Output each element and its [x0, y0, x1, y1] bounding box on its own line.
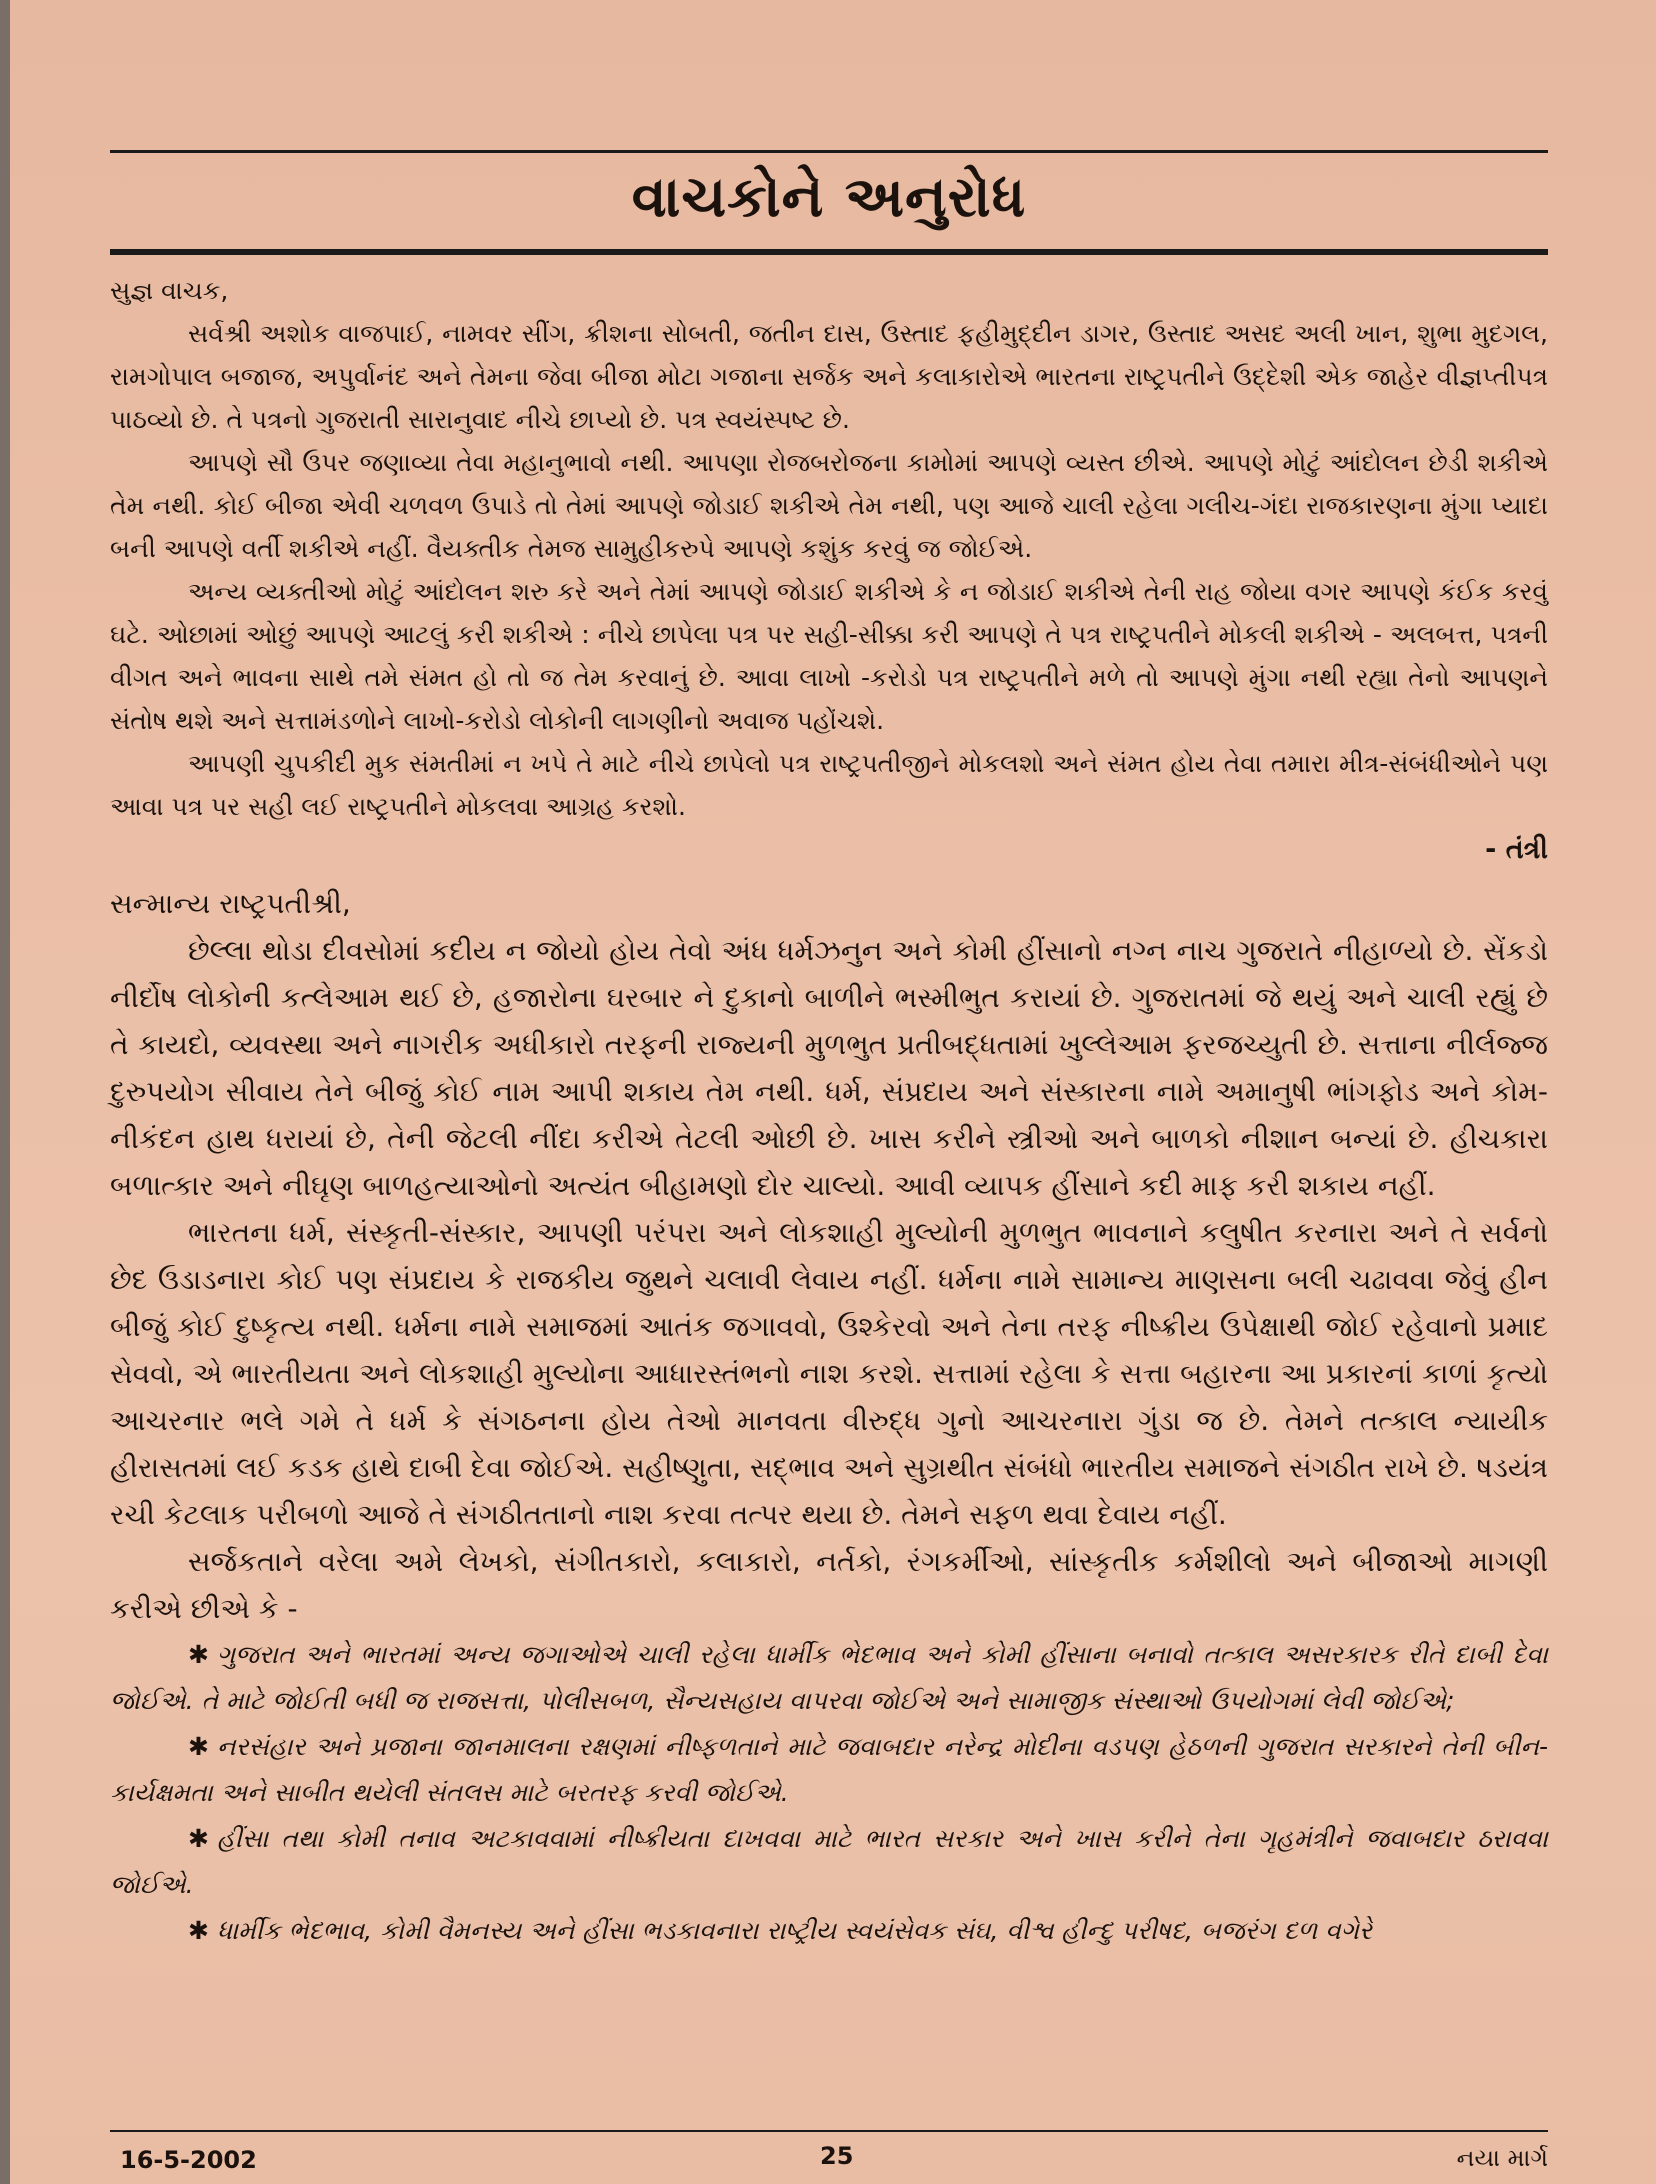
demand-item	[110, 1816, 1548, 1908]
asterisk-icon: ✱	[188, 1824, 209, 1853]
title-rule	[110, 249, 1548, 255]
footer-row	[110, 2132, 1548, 2172]
issue-date: 16-5-2002	[120, 2146, 257, 2174]
asterisk-icon: ✱	[188, 1732, 209, 1761]
letter-paragraph: સર્જકતાને વરેલા અમે લેખકો, સંગીતકારો, કલાકારો, નર્તકો, રંગકર્મીઓ, સાંસ્કૃતીક કર્મશીલો અને બીજાઓ માગણી કરીએ છીએ કે -	[110, 1545, 1548, 1625]
asterisk-icon: ✱	[188, 1640, 209, 1669]
letter-salutation: સન્માન્ય રાષ્ટ્રપતીશ્રી,	[110, 887, 351, 920]
demand-text: નરસંહાર અને પ્રજાના જાનમાલના રક્ષણમાં નીષ્ફળતાને માટે જવાબદાર નરેન્દ્ર મોદીના વડપણ હેઠળની ગુજરાત સરકારને તેની બીન-કાર્યક્ષમતા અને સાબીત થયેલી સંતલસ માટે બરતરફ કરવી જોઈએ.	[110, 1732, 1548, 1807]
scan-edge	[0, 0, 10, 2184]
intro-paragraph: સર્વશ્રી અશોક વાજપાઈ, નામવર સીંગ, ક્રીશના સોબતી, જતીન દાસ, ઉસ્તાદ ફહીમુદ્દીન ડાગર, ઉસ્તાદ અસદ અલી ખાન, શુભા મુદગલ, રામગોપાલ બજાજ, અપુર્વાનંદ અને તેમના જેવા બીજા મોટા ગજાના સર્જક અને કલાકારોએ ભારતના રાષ્ટ્રપતીને ઉદ્દેશી એક જાહેર વીજ્ઞપ્તીપત્ર પાઠવ્યો છે. તે પત્રનો ગુજરાતી સારાનુવાદ નીચે છાપ્યો છે. પત્ર સ્વયંસ્પષ્ટ છે.	[110, 319, 1548, 434]
open-letter	[110, 880, 1548, 1632]
article	[110, 150, 1548, 1954]
demands-list	[110, 1632, 1548, 1954]
editor-note	[110, 269, 1548, 872]
demand-text: હીંસા તથા કોમી તનાવ અટકાવવામાં નીષ્ક્રીયતા દાખવવા માટે ભારત સરકાર અને ખાસ કરીને તેના ગૃહમંત્રીને જવાબદાર ઠરાવવા જોઈએ.	[110, 1824, 1548, 1899]
intro-salutation: સુજ્ઞ વાચક,	[110, 276, 229, 305]
demand-item	[110, 1724, 1548, 1816]
demand-item	[110, 1632, 1548, 1724]
demand-item	[110, 1908, 1548, 1954]
demand-text: ધાર્મીક ભેદભાવ, કોમી વૈમનસ્ય અને હીંસા ભડકાવનારા રાષ્ટ્રીય સ્વયંસેવક સંઘ, વીશ્વ હીન્દુ પરીષદ, બજરંગ દળ વગેરે	[216, 1916, 1372, 1945]
letter-paragraph: ભારતના ધર્મ, સંસ્કૃતી-સંસ્કાર, આપણી પરંપરા અને લોકશાહી મુલ્યોની મુળભુત ભાવનાને કલુષીત કરનારા અને તે સર્વનો છેદ ઉડાડનારા કોઈ પણ સંપ્રદાય કે રાજકીય જુથને ચલાવી લેવાય નહીં. ધર્મના નામે સામાન્ય માણસના બલી ચઢાવવા જેવું હીન બીજું કોઈ દુષ્કૃત્ય નથી. ધર્મના નામે સમાજમાં આતંક જગાવવો, ઉશ્કેરવો અને તેના તરફ નીષ્ક્રીય ઉપેક્ષાથી જોઈ રહેવાનો પ્રમાદ સેવવો, એ ભારતીયતા અને લોકશાહી મુલ્યોના આધારસ્તંભનો નાશ કરશે. સત્તામાં રહેલા કે સત્તા બહારના આ પ્રકારનાં કાળાં કૃત્યો આચરનાર ભલે ગમે તે ધર્મ કે સંગઠનના હોય તેઓ માનવતા વીરુદ્ધ ગુનો આચરનારા ગુંડા જ છે. તેમને તત્કાલ ન્યાયીક હીરાસતમાં લઈ કડક હાથે દાબી દેવા જોઈએ. સહીષ્ણુતા, સદ્ભાવ અને સુગ્રથીત સંબંધો ભારતીય સમાજને સંગઠીત રાખે છે. ષડયંત્ર રચી કેટલાક પરીબળો આજે તે સંગઠીતતાનો નાશ કરવા તત્પર થયા છે. તેમને સફળ થવા દેવાય નહીં.	[110, 1216, 1548, 1531]
intro-paragraph: આપણી ચુપકીદી મુક સંમતીમાં ન ખપે તે માટે નીચે છાપેલો પત્ર રાષ્ટ્રપતીજીને મોકલશો અને સંમત હોય તેવા તમારા મીત્ર-સંબંધીઓને પણ આવા પત્ર પર સહી લઈ રાષ્ટ્રપતીને મોકલવા આગ્રહ કરશો.	[110, 749, 1548, 821]
editor-signoff: - તંત્રી	[1485, 834, 1548, 865]
asterisk-icon: ✱	[188, 1916, 209, 1945]
page-footer	[110, 2130, 1548, 2172]
page-title: વાચકોને અનુરોધ	[631, 165, 1027, 230]
page-number: 25	[820, 2142, 854, 2170]
intro-paragraph: અન્ય વ્યક્તીઓ મોટું આંદોલન શરુ કરે અને તેમાં આપણે જોડાઈ શકીએ કે ન જોડાઈ શકીએ તેની રાહ જોયા વગર આપણે કંઈક કરવું ઘટે. ઓછામાં ઓછું આપણે આટલું કરી શકીએ : નીચે છાપેલા પત્ર પર સહી-સીક્કા કરી આપણે તે પત્ર રાષ્ટ્રપતીને મોકલી શકીએ - અલબત્ત, પત્રની વીગત અને ભાવના સાથે તમે સંમત હો તો જ તેમ કરવાનું છે. આવા લાખો -કરોડો પત્ર રાષ્ટ્રપતીને મળે તો આપણે મુંગા નથી રહ્યા તેનો આપણને સંતોષ થશે અને સત્તામંડળોને લાખો-કરોડો લોકોની લાગણીનો અવાજ પહોંચશે.	[110, 577, 1548, 735]
demand-text: ગુજરાત અને ભારતમાં અન્ય જગાઓએ ચાલી રહેલા ધાર્મીક ભેદભાવ અને કોમી હીંસાના બનાવો તત્કાલ અસરકારક રીતે દાબી દેવા જોઈએ. તે માટે જોઈતી બધી જ રાજસત્તા, પોલીસબળ, સૈન્યસહાય વાપરવા જોઈએ અને સામાજીક સંસ્થાઓ ઉપયોગમાં લેવી જોઈએ;	[110, 1640, 1548, 1715]
intro-paragraph: આપણે સૌ ઉપર જણાવ્યા તેવા મહાનુભાવો નથી. આપણા રોજબરોજના કામોમાં આપણે વ્યસ્ત છીએ. આપણે મોટું આંદોલન છેડી શકીએ તેમ નથી. કોઈ બીજા એવી ચળવળ ઉપાડે તો તેમાં આપણે જોડાઈ શકીએ તેમ નથી, પણ આજે ચાલી રહેલા ગલીચ-ગંદા રાજકારણના મુંગા પ્યાદા બની આપણે વર્તી શકીએ નહીં. વૈયક્તીક તેમજ સામુહીકરુપે આપણે કશુંક કરવું જ જોઈએ.	[110, 448, 1548, 563]
letter-paragraph: છેલ્લા થોડા દીવસોમાં કદીય ન જોયો હોય તેવો અંધ ધર્મઝનુન અને કોમી હીંસાનો નગ્ન નાચ ગુજરાતે નીહાળ્યો છે. સેંકડો નીર્દોષ લોકોની કત્લેઆમ થઈ છે, હજારોના ઘરબાર ને દુકાનો બાળીને ભસ્મીભુત કરાયાં છે. ગુજરાતમાં જે થયું અને ચાલી રહ્યું છે તે કાયદો, વ્યવસ્થા અને નાગરીક અધીકારો તરફની રાજ્યની મુળભુત પ્રતીબદ્ધતામાં ખુલ્લેઆમ ફરજચ્યુતી છે. સત્તાના નીર્લજ્જ દુરુપયોગ સીવાય તેને બીજું કોઈ નામ આપી શકાય તેમ નથી. ધર્મ, સંપ્રદાય અને સંસ્કારના નામે અમાનુષી ભાંગફોડ અને કોમ-નીકંદન હાથ ધરાયાં છે, તેની જેટલી નીંદા કરીએ તેટલી ઓછી છે. ખાસ કરીને સ્ત્રીઓ અને બાળકો નીશાન બન્યાં છે. હીચકારા બળાત્કાર અને નીઘૃણ બાળહત્યાઓનો અત્યંત બીહામણો દોર ચાલ્યો. આવી વ્યાપક હીંસાને કદી માફ કરી શકાય નહીં.	[110, 934, 1548, 1202]
publication-name: નયા માર્ગ	[1456, 2144, 1548, 2172]
